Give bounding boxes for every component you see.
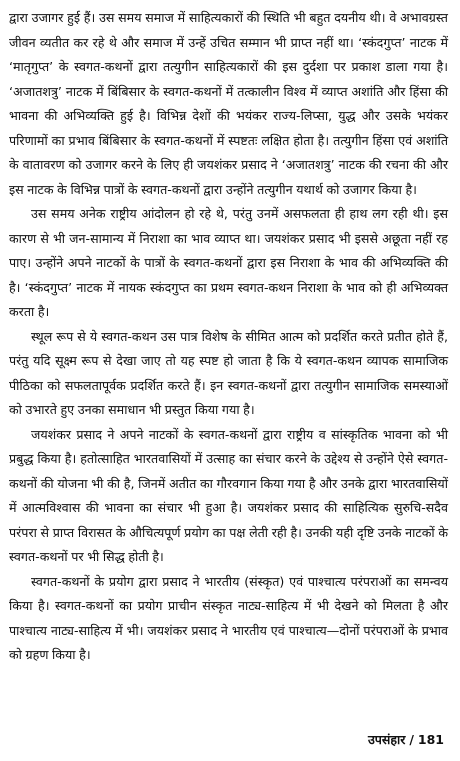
paragraph-2: उस समय अनेक राष्ट्रीय आंदोलन हो रहे थे, परंतु उनमें असफलता ही हाथ लग रही थी। इस कारण से भी जन-सामान्य में निराशा का भाव व्याप्त था। जयशंकर प्रसाद भी इससे अछूता नहीं रह पाए। उन्होंने अपने नाटकों के पात्रों के स्वगत-कथनों द्वारा इस निराशा के भाव की अभिव्यक्ति की है। ‘स्कंदगुप्त’ नाटक में नायक स्कंदगुप्त का प्रथम स्वगत-कथन निराशा के भाव को ही अभिव्यक्त करता है।: [9, 206, 448, 319]
page-footer: [368, 731, 444, 749]
page-number: 181: [417, 732, 444, 747]
footer-separator: /: [409, 732, 414, 747]
paragraph-5: स्वगत-कथनों के प्रयोग द्वारा प्रसाद ने भारतीय (संस्कृत) एवं पाश्चात्य परंपराओं का समन्वय किया है। स्वगत-कथनों का प्रयोग प्राचीन संस्कृत नाट्य-साहित्य में भी देखने को मिलता है और पाश्चात्य नाट्य-साहित्य में भी। जयशंकर प्रसाद ने भारतीय एवं पाश्चात्य—दोनों परंपराओं के प्रभाव को ग्रहण किया है।: [9, 573, 448, 662]
paragraph-3: स्थूल रूप से ये स्वगत-कथन उस पात्र विशेष के सीमित आत्म को प्रदर्शित करते प्रतीत होते हैं, परंतु यदि सूक्ष्म रूप से देखा जाए तो यह स्पष्ट हो जाता है कि ये स्वगत-कथन व्यापक सामाजिक पीठिका को सफलतापूर्वक प्रदर्शित करते हैं। इन स्वगत-कथनों द्वारा तत्युगीन सामाजिक समस्याओं को उभारते हुए उनका समाधान भी प्रस्तुत किया गया है।: [9, 328, 448, 417]
paragraph-4: जयशंकर प्रसाद ने अपने नाटकों के स्वगत-कथनों द्वारा राष्ट्रीय व सांस्कृतिक भावना को भी प्रबुद्ध किया है। हतोत्साहित भारतवासियों में उत्साह का संचार करने के उद्देश्य से उन्होंने ऐसे स्वगत-कथनों की योजना भी की है, जिनमें अतीत का गौरवगान किया गया है और उनके द्वारा भारतवासियों में आत्मविश्वास की भावना का संचार भी हुआ है। जयशंकर प्रसाद की साहित्यिक सुरुचि-सदैव परंपरा से प्राप्त विरासत के औचित्यपूर्ण प्रयोग का पक्ष लेती रही है। उनकी यही दृष्टि उनके नाटकों के स्वगत-कथनों पर भी सिद्ध होती है।: [9, 426, 448, 564]
footer-section-title: उपसंहार: [367, 732, 406, 747]
body-text: [9, 6, 448, 668]
paragraph-1: द्वारा उजागर हुई हैं। उस समय समाज में साहित्यकारों की स्थिति भी बहुत दयनीय थी। वे अभावग्रस्त जीवन व्यतीत कर रहे थे और समाज में उन्हें उचित सम्मान भी प्राप्त नहीं था। ‘स्कंदगुप्त’ नाटक में ‘मातृगुप्त’ के स्वगत-कथनों द्वारा तत्युगीन साहित्यकारों की इस दुर्दशा पर प्रकाश डाला गया है। ‘अजातशत्रु’ नाटक में बिंबिसार के स्वगत-कथनों में तत्कालीन विश्व में व्याप्त अशांति और हिंसा की भावना की अभिव्यक्ति हुई है। विभिन्न देशों की भयंकर राज्य-लिप्सा, युद्ध और उसके भयंकर परिणामों का प्रभाव बिंबिसार के स्वगत-कथनों में स्पष्टतः लक्षित होता है। तत्युगीन हिंसा एवं अशांति के वातावरण को उजागर करने के लिए ही जयशंकर प्रसाद ने ‘अजातशत्रु’ नाटक की रचना की और इस नाटक के विभिन्न पात्रों के स्वगत-कथनों द्वारा उन्होंने तत्युगीन यथार्थ को उजागर किया है।: [9, 10, 448, 197]
